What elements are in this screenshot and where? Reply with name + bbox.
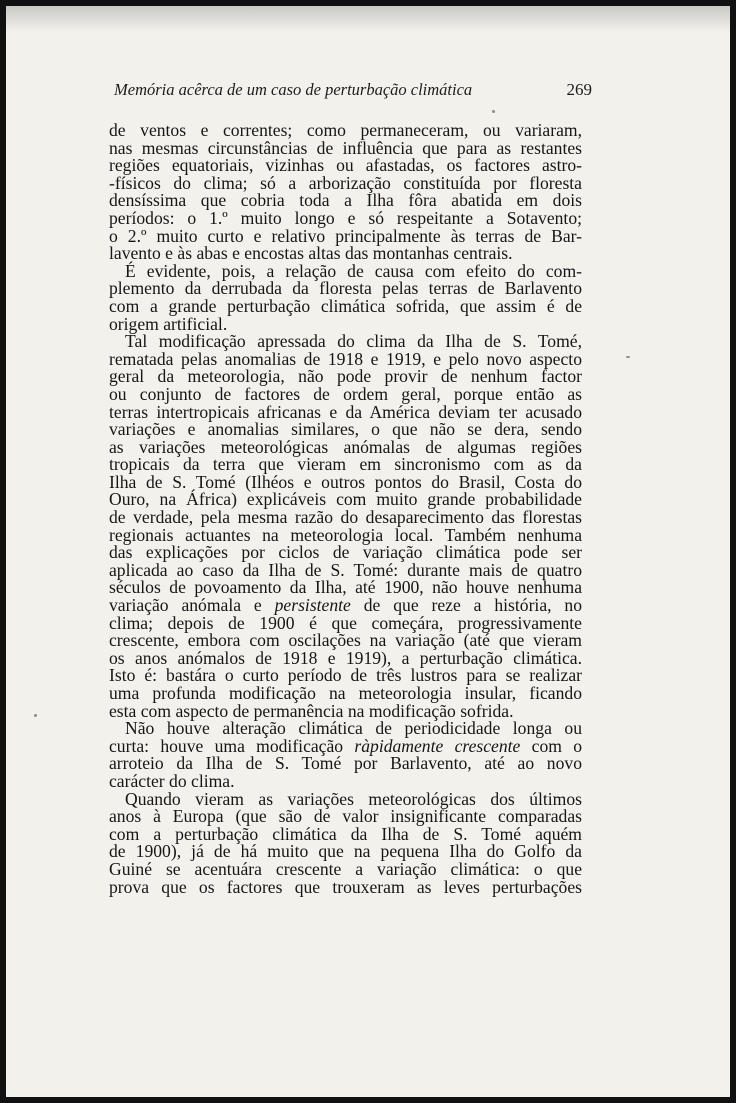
text-line: tropicais da terra que vieram em sincronismo com as da [109, 454, 582, 475]
text-line: anos à Europa (que são de valor insignificante comparadas [109, 806, 582, 827]
text-line: curta: houve uma modificação ràpidamente crescente com o [109, 735, 582, 756]
text-line: variação anómala e persistente de que reze a história, no [109, 595, 582, 616]
text-line: Guiné se acentuára crescente a variação climática: o que [109, 858, 582, 879]
text-line: arroteio da Ilha de S. Tomé por Barlavento, até ao novo [109, 753, 582, 774]
text-line: origem artificial. [109, 313, 228, 334]
text-line: uma profunda modificação na meteorologia insular, ficando [109, 683, 582, 703]
text-line: das explicações por ciclos de variação climática pode ser [109, 542, 582, 563]
text-line: o 2.º muito curto e relativo principalmente às terras de Bar- [109, 225, 582, 246]
running-header [114, 80, 592, 100]
text-line: geral da meteorologia, não pode provir de nenhum factor [109, 366, 582, 387]
emphasis: persistente [274, 595, 351, 616]
text-line: crescente, embora com oscilações na variação (até que vieram [109, 630, 582, 651]
text-line: nas mesmas circunstâncias de influência que para as restantes [109, 137, 582, 158]
text-line: carácter do clima. [109, 770, 235, 791]
text-line: -físicos do clima; só a arborização constituída por floresta [109, 172, 582, 193]
text-line: com a grande perturbação climática sofrida, que assim é de [109, 295, 582, 316]
text-line: períodos: o 1.º muito longo e só respeitante a Sotavento; [109, 207, 582, 228]
text-line: de 1900), já de há muito que na pequena Ilha do Golfo da [109, 841, 582, 862]
text-line: Ilha de S. Tomé (Ilhéos e outros pontos do Brasil, Costa do [109, 471, 582, 492]
emphasis: ràpidamente crescente [354, 735, 521, 756]
text-line: com a perturbação climática da Ilha de S. Tomé aquém [109, 823, 582, 844]
text-line: os anos anómalos de 1918 e 1919), a perturbação climática. [109, 647, 582, 668]
text-line: Não houve alteração climática de periodicidade longa ou [125, 718, 582, 739]
text-line: Ouro, na África) explicáveis com muito grande probabilidade [109, 489, 582, 510]
text-line: lavento e às abas e encostas altas das montanhas centrais. [109, 243, 513, 264]
text-line: de ventos e correntes; como permaneceram, ou variaram, [109, 120, 582, 140]
text-line: É evidente, pois, a relação de causa com efeito do com- [125, 260, 582, 281]
text-line: aplicada ao caso da Ilha de S. Tomé: durante mais de quatro [109, 559, 582, 580]
page-number: 269 [566, 80, 592, 99]
text-line: densíssima que cobria toda a Ilha fôra abatida em dois [109, 190, 582, 211]
text-line: variações e anomalias similares, o que não se dera, sendo [109, 419, 582, 440]
scan-speck [626, 356, 630, 358]
text-line: terras intertropicais africanas e da América deviam ter acusado [109, 401, 582, 422]
text-line: ou conjunto de factores de ordem geral, porque então as [109, 383, 582, 404]
text-line: clima; depois de 1900 é que começára, progressivamente [109, 612, 582, 633]
body-text [109, 122, 582, 896]
scan-top-shadow [6, 6, 730, 32]
text-line: rematada pelas anomalias de 1918 e 1919, e pelo novo aspecto [109, 348, 582, 369]
scan-speck [34, 714, 37, 717]
text-line: regionais actuantes na meteorologia local. Também nenhuma [109, 524, 582, 545]
text-line: regiões equatoriais, vizinhas ou afastadas, os factores astro- [109, 155, 582, 176]
text-line: Tal modificação apressada do clima da Ilha de S. Tomé, [125, 331, 582, 352]
scan-speck [492, 110, 495, 113]
text-line: Quando vieram as variações meteorológicas dos últimos [125, 788, 582, 809]
running-title: Memória acêrca de um caso de perturbação climática [114, 80, 473, 99]
text-line: séculos de povoamento da Ilha, até 1900, não houve nenhuma [109, 577, 582, 598]
text-line: esta com aspecto de permanência na modificação sofrida. [109, 700, 514, 721]
text-line: plemento da derrubada da floresta pelas terras de Barlavento [109, 278, 582, 299]
text-line: as variações meteorológicas anómalas de algumas regiões [109, 436, 582, 457]
text-line: Isto é: bastára o curto período de três lustros para se realizar [109, 665, 582, 686]
text-line: de verdade, pela mesma razão do desaparecimento das florestas [109, 507, 582, 528]
text-line: prova que os factores que trouxeram as leves perturbações [109, 876, 582, 897]
